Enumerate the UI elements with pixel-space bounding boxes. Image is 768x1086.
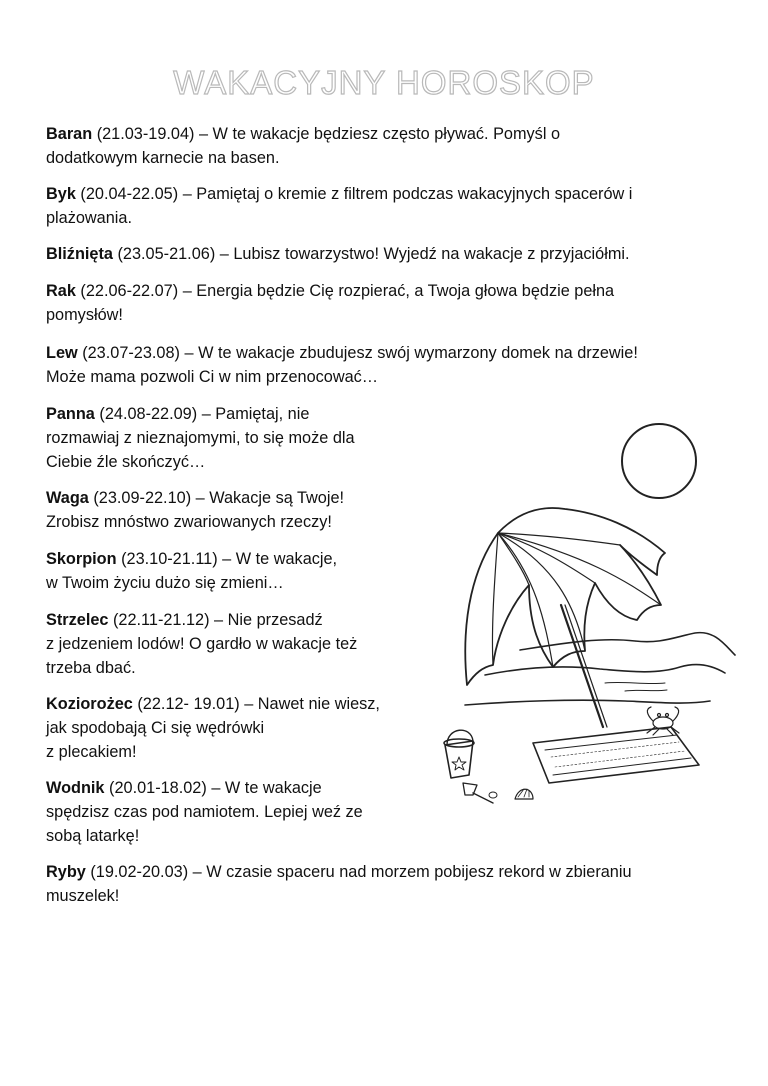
sign-name: Lew: [46, 344, 78, 362]
horoscope-entry-koziorozec: [46, 692, 380, 764]
entry-text: – Nie przesadź: [209, 611, 323, 629]
sign-name: Baran: [46, 125, 93, 143]
entry-text: muszelek!: [46, 887, 120, 905]
sign-name: Bliźnięta: [46, 245, 113, 263]
umbrella-pole: [561, 605, 603, 727]
entry-text: w Twoim życiu dużo się zmieni…: [46, 574, 284, 592]
entry-text: – Energia będzie Cię rozpierać, a Twoja głowa będzie pełna: [178, 282, 615, 300]
sign-dates: (23.05-21.06): [117, 245, 216, 263]
sun-icon: [622, 424, 696, 498]
sign-dates: (20.04-22.05): [80, 185, 179, 203]
sign-dates: (23.09-22.10): [93, 489, 192, 507]
entry-text: spędzisz czas pod namiotem. Lepiej weź ze: [46, 803, 363, 821]
sign-name: Waga: [46, 489, 89, 507]
beach-umbrella-illustration: [425, 405, 745, 825]
sign-name: Koziorożec: [46, 695, 133, 713]
sign-name: Panna: [46, 405, 95, 423]
sign-dates: (24.08-22.09): [99, 405, 198, 423]
horoscope-entry-blizneta: [46, 242, 630, 266]
sign-dates: (22.12- 19.01): [137, 695, 240, 713]
entry-text: trzeba dbać.: [46, 659, 136, 677]
entry-text: – W te wakacje,: [217, 550, 338, 568]
entry-text: Ciebie źle skończyć…: [46, 453, 206, 471]
entry-text: – W te wakacje zbudujesz swój wymarzony domek na drzewie!: [179, 344, 638, 362]
entry-text: – Wakacje są Twoje!: [191, 489, 345, 507]
entry-text: – Nawet nie wiesz,: [239, 695, 380, 713]
entry-text: z jedzeniem lodów! O gardło w wakacje też: [46, 635, 358, 653]
sign-dates: (23.10-21.11): [121, 550, 218, 568]
entry-text: – W te wakacje będziesz często pływać. Pomyśl o: [194, 125, 561, 143]
sign-dates: (22.11-21.12): [112, 611, 210, 629]
shoreline: [520, 633, 735, 655]
horoscope-entry-panna: [46, 402, 355, 474]
entry-text: sobą latarkę!: [46, 827, 140, 845]
sign-dates: (23.07-23.08): [82, 344, 180, 362]
horoscope-entry-wodnik: [46, 776, 363, 848]
entry-text: – Pamiętaj o kremie z filtrem podczas wakacyjnych spacerów i: [178, 185, 633, 203]
seashell-icon: [489, 792, 497, 798]
entry-text: – Pamiętaj, nie: [197, 405, 310, 423]
entry-text: – W czasie spaceru nad morzem pobijesz rekord w zbieraniu: [188, 863, 632, 881]
entry-text: z plecakiem!: [46, 743, 137, 761]
sign-dates: (20.01-18.02): [109, 779, 207, 797]
sign-name: Rak: [46, 282, 76, 300]
sign-name: Ryby: [46, 863, 86, 881]
entry-text: rozmawiaj z nieznajomymi, to się może dla: [46, 429, 355, 447]
entry-text: dodatkowym karnecie na basen.: [46, 149, 280, 167]
sign-dates: (19.02-20.03): [90, 863, 189, 881]
sign-name: Byk: [46, 185, 76, 203]
sign-dates: (22.06-22.07): [80, 282, 179, 300]
entry-text: Zrobisz mnóstwo zwariowanych rzeczy!: [46, 513, 332, 531]
entry-text: Może mama pozwoli Ci w nim przenocować…: [46, 368, 379, 386]
entry-text: – Lubisz towarzystwo! Wyjedź na wakacje z przyjaciółmi.: [215, 245, 630, 263]
page-title: WAKACYJNY HOROSKOP: [173, 64, 595, 101]
sign-name: Wodnik: [46, 779, 105, 797]
horoscope-entry-byk: [46, 182, 632, 230]
sign-name: Strzelec: [46, 611, 109, 629]
sign-name: Skorpion: [46, 550, 117, 568]
seashell-icon: [515, 789, 533, 799]
horoscope-entry-ryby: [46, 860, 632, 908]
horoscope-entry-lew: [46, 341, 638, 389]
horoscope-entry-skorpion: [46, 547, 337, 595]
sign-dates: (21.03-19.04): [96, 125, 195, 143]
entry-text: plażowania.: [46, 209, 132, 227]
horoscope-entry-rak: [46, 279, 614, 327]
horoscope-entry-strzelec: [46, 608, 357, 680]
entry-text: pomysłów!: [46, 306, 123, 324]
entry-text: – W te wakacje: [206, 779, 322, 797]
entry-text: jak spodobają Ci się wędrówki: [46, 719, 265, 737]
horoscope-entry-waga: [46, 486, 344, 534]
horoscope-entry-baran: [46, 122, 560, 170]
